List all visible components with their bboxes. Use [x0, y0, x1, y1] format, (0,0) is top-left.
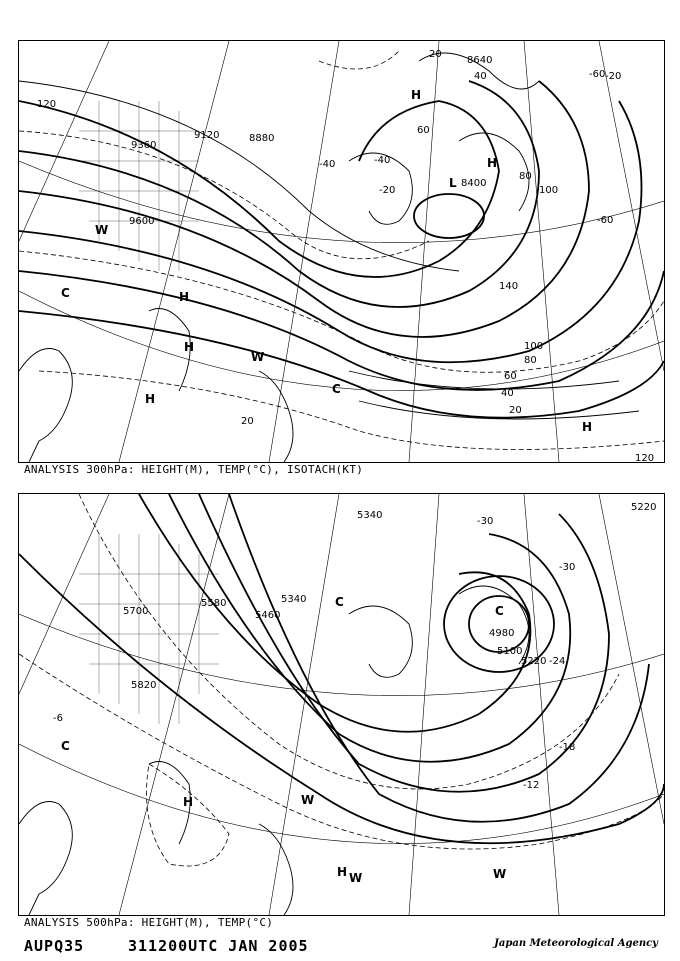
isotach-label: 100: [539, 185, 559, 196]
temp-label: -20: [605, 71, 622, 82]
temp-label: -40: [319, 159, 336, 170]
high-center-marker: H: [337, 865, 348, 879]
height-label: 5220: [521, 656, 547, 667]
map-300hpa-panel: [18, 40, 665, 463]
graticule: [19, 41, 664, 462]
agency-credit: Japan Meteorological Agency: [494, 938, 658, 949]
temp-label: -20: [379, 185, 396, 196]
isotach-label: 80: [519, 171, 532, 182]
cold-center-marker: C: [332, 382, 341, 396]
height-label: 5580: [201, 598, 227, 609]
isotach-label: 20: [241, 416, 254, 427]
high-center-marker: H: [582, 420, 593, 434]
isotach-label: 100: [524, 341, 544, 352]
map-500hpa-svg: [19, 494, 664, 915]
isotherms: [19, 494, 664, 866]
cold-center-marker: C: [61, 286, 70, 300]
isotach-label: 60: [504, 371, 517, 382]
height-label: 5820: [131, 680, 157, 691]
temp-label: -18: [559, 742, 576, 753]
height-label: 9360: [131, 140, 157, 151]
caption-500hpa: ANALYSIS 500hPa: HEIGHT(M), TEMP(°C): [24, 916, 274, 929]
chart-identifier: AUPQ35: [24, 937, 85, 955]
valid-time: 311200UTC JAN 2005: [128, 937, 309, 955]
high-center-marker: H: [179, 290, 190, 304]
isotach-label: 40: [501, 388, 514, 399]
height-label: 9120: [194, 130, 220, 141]
cold-center-marker: C: [495, 604, 504, 618]
height-label: 5100: [497, 646, 523, 657]
height-label: 9600: [129, 216, 155, 227]
isotach-label: 60: [417, 125, 430, 136]
map-500hpa-panel: [18, 493, 665, 916]
warm-center-marker: W: [301, 793, 315, 807]
caption-300hpa: ANALYSIS 300hPa: HEIGHT(M), TEMP(°C), ISOTACH(KT): [24, 463, 364, 476]
map-300hpa-svg: [19, 41, 664, 462]
high-center-marker: H: [145, 392, 156, 406]
height-label: 5460: [255, 610, 281, 621]
hatch-area: [79, 101, 199, 271]
height-contours: [19, 81, 664, 418]
height-label: 4980: [489, 628, 515, 639]
isotach-label: 20: [509, 405, 522, 416]
isotach-label: 140: [499, 281, 519, 292]
warm-center-marker: W: [95, 223, 109, 237]
temp-label: -12: [523, 780, 540, 791]
temp-label: -30: [559, 562, 576, 573]
cold-center-marker: C: [61, 739, 70, 753]
height-label: 5340: [281, 594, 307, 605]
height-label: 8640: [467, 55, 493, 66]
high-center-marker: H: [487, 156, 498, 170]
height-label: 5700: [123, 606, 149, 617]
low-center-marker: L: [449, 176, 457, 190]
warm-center-marker: W: [251, 350, 265, 364]
height-label: 8400: [461, 178, 487, 189]
isotach-label: 80: [524, 355, 537, 366]
height-label: 5340: [357, 510, 383, 521]
high-center-marker: H: [411, 88, 422, 102]
isotach-label: 120: [635, 453, 655, 462]
high-center-marker: H: [184, 340, 195, 354]
height-label: 8880: [249, 133, 275, 144]
temp-label: -6: [53, 713, 63, 724]
isotach-label: 120: [37, 99, 57, 110]
isotachs: [19, 81, 639, 419]
cold-center-marker: C: [335, 595, 344, 609]
temp-label: -24: [549, 656, 566, 667]
isotach-label: 20: [429, 49, 442, 60]
isotach-label: 40: [474, 71, 487, 82]
warm-center-marker: W: [349, 871, 363, 885]
temp-label: -40: [374, 155, 391, 166]
temp-label: -60: [589, 69, 606, 80]
graticule: [19, 494, 664, 915]
temp-label: -60: [597, 215, 614, 226]
height-contours: [19, 494, 664, 843]
high-center-marker: H: [183, 795, 194, 809]
temp-label: -30: [477, 516, 494, 527]
coastlines: [19, 586, 529, 915]
height-label: 5220: [631, 502, 657, 513]
warm-center-marker: W: [493, 867, 507, 881]
